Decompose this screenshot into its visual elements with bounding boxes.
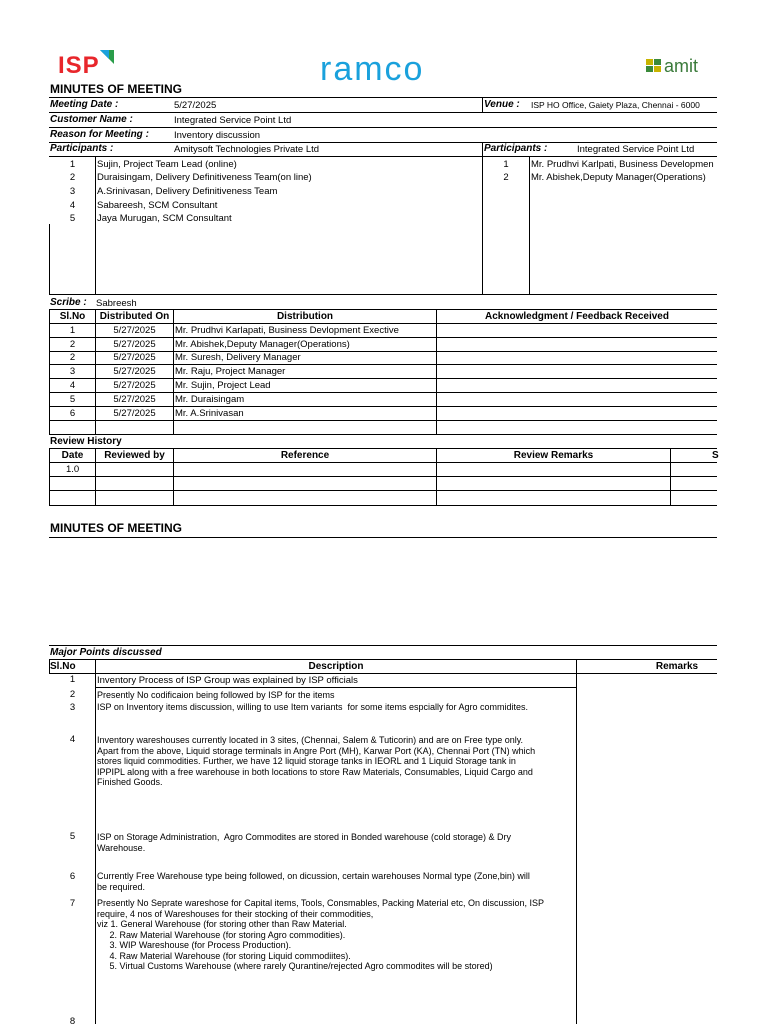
- amit-logo-mark-icon: [646, 59, 662, 73]
- dist-row-no: 1: [69, 325, 76, 336]
- dist-row-date: 5/27/2025: [113, 325, 156, 336]
- review-header-remarks: Review Remarks: [513, 450, 594, 461]
- point-no: 8: [69, 1016, 76, 1027]
- scribe-value: Sabreesh: [96, 298, 137, 309]
- point-no: 1: [69, 674, 76, 685]
- review-history-title: Review History: [50, 436, 122, 447]
- participant-no: 2: [69, 172, 76, 183]
- scribe-label: Scribe :: [50, 297, 87, 308]
- dist-row-date: 5/27/2025: [113, 408, 156, 419]
- customer-value: Integrated Service Point Ltd: [174, 115, 292, 126]
- point-no: 5: [69, 831, 76, 842]
- dist-header-distribution: Distribution: [276, 311, 334, 322]
- page-title: MINUTES OF MEETING: [50, 82, 182, 96]
- section-title: MINUTES OF MEETING: [50, 521, 182, 535]
- dist-row-no: 2: [69, 352, 76, 363]
- dist-header-date: Distributed On: [99, 311, 170, 322]
- dist-row-name: Mr. A.Srinivasan: [175, 408, 244, 419]
- point-no: 2: [69, 689, 76, 700]
- point-description: Inventory wareshouses currently located in 3 sites, (Chennai, Salem & Tuticorin) and are on Free type only. Apart from the above, Liquid storage terminals in Angre Port (MH), Karwar Port (KA), Chennai Port (TN) which stores liquid commodities. Further, we have 12 liquid storage tanks in IEORL and 1 Liquid Storage tank in IPPIPL along with a free warehouse in both locations to store Raw Materials, Consumables, Liquid Cargo and Finished Goods.: [97, 735, 536, 787]
- review-header-s: S: [712, 450, 719, 461]
- dist-row-name: Mr. Duraisingam: [175, 394, 245, 405]
- review-header-reference: Reference: [280, 450, 330, 461]
- participant-name: Duraisingam, Delivery Definitiveness Team(on line): [97, 172, 312, 183]
- point-no: 7: [69, 898, 76, 909]
- isp-logo: ISP: [58, 52, 100, 79]
- point-description: Presently No codificaion being followed by ISP for the items: [97, 690, 335, 700]
- point-no: 6: [69, 871, 76, 882]
- dist-row-name: Mr. Raju, Project Manager: [175, 366, 286, 377]
- review-row-date: 1.0: [66, 464, 80, 475]
- venue-label: Venue :: [484, 99, 520, 110]
- participant-name: Mr. Abishek,Deputy Manager(Operations): [531, 172, 706, 183]
- dist-row-no: 2: [69, 339, 76, 350]
- ramco-logo: ramco: [320, 50, 425, 88]
- participant-no: 3: [69, 186, 76, 197]
- point-description: ISP on Storage Administration, Agro Commodites are stored in Bonded warehouse (cold storage) & Dry Warehouse.: [97, 832, 512, 853]
- dist-row-name: Mr. Suresh, Delivery Manager: [175, 352, 301, 363]
- participant-name: A.Srinivasan, Delivery Definitiveness Team: [97, 186, 278, 197]
- participant-name: Jaya Murugan, SCM Consultant: [97, 213, 232, 224]
- points-header-description: Description: [308, 661, 364, 672]
- meeting-date-value: 5/27/2025: [174, 100, 217, 111]
- review-header-reviewed-by: Reviewed by: [104, 450, 165, 461]
- participants2-org: Integrated Service Point Ltd: [577, 144, 695, 155]
- participant-no: 5: [69, 213, 76, 224]
- dist-row-date: 5/27/2025: [113, 352, 156, 363]
- isp-logo-mark-icon: [100, 50, 114, 64]
- dist-row-no: 5: [69, 394, 76, 405]
- dist-row-name: Mr. Prudhvi Karlapati, Business Devlopment Exective: [175, 325, 399, 336]
- participants-label: Participants :: [50, 143, 114, 154]
- points-header-remarks: Remarks: [655, 661, 699, 672]
- participant-no: 4: [69, 200, 76, 211]
- dist-header-slno: Sl.No: [59, 311, 86, 322]
- dist-row-no: 6: [69, 408, 76, 419]
- point-description: ISP on Inventory items discussion, willing to use Item variants for some items espcially for Agro commidites.: [97, 702, 529, 712]
- dist-row-name: Mr. Abishek,Deputy Manager(Operations): [175, 339, 350, 350]
- dist-row-no: 4: [69, 380, 76, 391]
- dist-row-name: Mr. Sujin, Project Lead: [175, 380, 271, 391]
- participants2-label: Participants :: [484, 143, 548, 154]
- participant-name: Sujin, Project Team Lead (online): [97, 159, 237, 170]
- dist-header-ack: Acknowledgment / Feedback Received: [485, 311, 669, 322]
- dist-row-date: 5/27/2025: [113, 366, 156, 377]
- participant-no: 2: [503, 172, 509, 183]
- review-header-date: Date: [61, 450, 84, 461]
- point-description: Inventory Process of ISP Group was explained by ISP officials: [97, 675, 358, 686]
- point-no: 4: [69, 734, 76, 745]
- dist-row-date: 5/27/2025: [113, 380, 156, 391]
- meeting-date-label: Meeting Date :: [50, 99, 119, 110]
- major-points-title: Major Points discussed: [50, 647, 162, 658]
- customer-label: Customer Name :: [50, 114, 133, 125]
- participant-no: 1: [503, 159, 509, 170]
- participants-org: Amitysoft Technologies Private Ltd: [174, 144, 320, 155]
- amit-logo: amit: [664, 56, 699, 76]
- reason-value: Inventory discussion: [174, 130, 261, 141]
- participant-name: Sabareesh, SCM Consultant: [97, 200, 218, 211]
- dist-row-no: 3: [69, 366, 76, 377]
- point-description: Currently Free Warehouse type being followed, on dicussion, certain warehouses Normal type (Zone,bin) will be required.: [97, 871, 530, 892]
- reason-label: Reason for Meeting :: [50, 129, 149, 140]
- participant-no: 1: [69, 159, 76, 170]
- dist-row-date: 5/27/2025: [113, 394, 156, 405]
- point-description: Presently No Seprate wareshose for Capital items, Tools, Consmables, Packing Material etc, On discussion, ISP require, 4 nos of Wareshouses for their stocking of their commodities, viz 1. General Warehouse (for storing other than Raw Material. 2. Raw Material Warehouse (for storing Agro commodities). 3. WIP Wareshouse (for Process Production). 4. Raw Material Warehouse (for storing Liquid commodiites). 5. Virtual Customs Warehouse (where rarely Qurantine/rejected Agro commodites will be stored): [97, 898, 545, 971]
- dist-row-date: 5/27/2025: [113, 339, 156, 350]
- point-no: 3: [69, 702, 76, 713]
- points-header-slno: Sl.No: [50, 661, 76, 672]
- participant-name: Mr. Prudhvi Karlpati, Business Developmen: [531, 159, 714, 170]
- venue-value: ISP HO Office, Gaiety Plaza, Chennai - 6000: [531, 100, 700, 110]
